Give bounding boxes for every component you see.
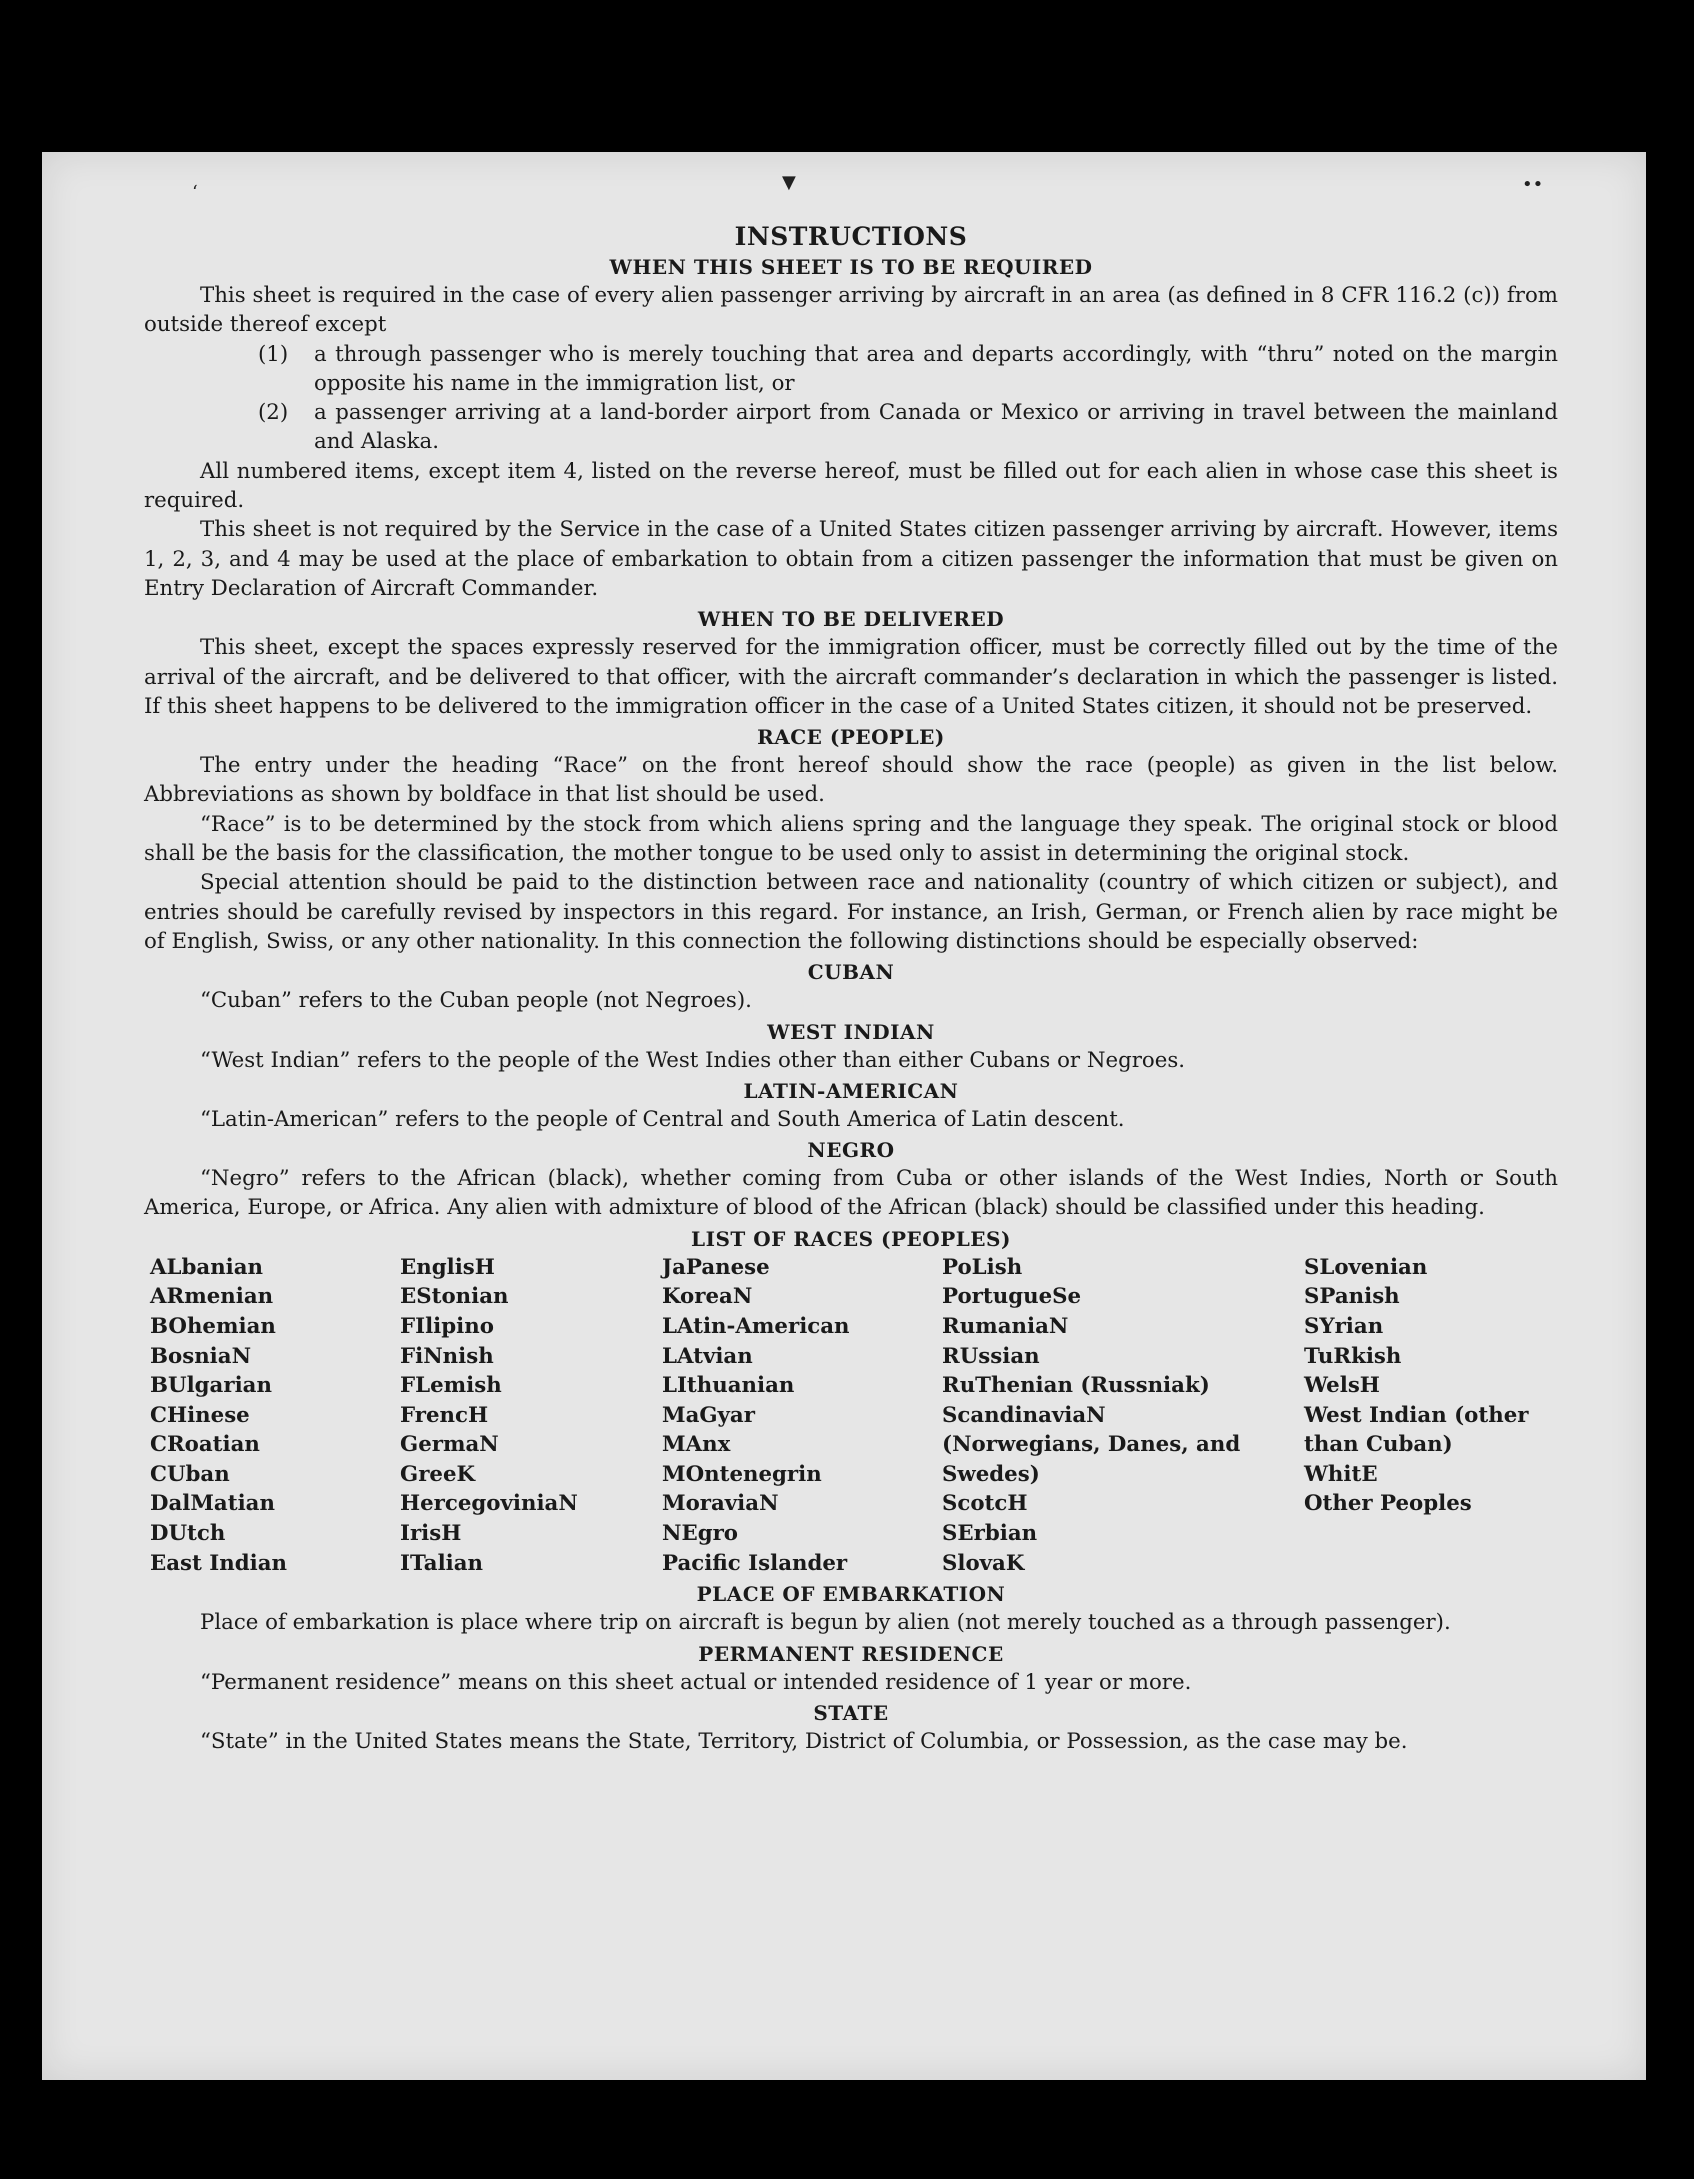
list-item: West Indian (other than Cuban) xyxy=(1304,1402,1529,1458)
list-item: ARmenian xyxy=(150,1284,274,1310)
heading-when-delivered: WHEN TO BE DELIVERED xyxy=(697,607,1005,632)
list-item: SLovenian xyxy=(1304,1254,1428,1280)
paragraph: “Cuban” refers to the Cuban people (not Negroes). xyxy=(200,988,752,1014)
paragraph: Special attention should be paid to the distinction between race and nationality (country of which citizen or subject), and entries should be carefully revised by inspectors in this regard. For instance, an Irish, German, or French alien by race might be of English, Swiss, or any other nationality. In this connection the following distinctions should be especially observed: xyxy=(144,870,1558,954)
list-item: (2) a passenger arriving at a land-border airport from Canada or Mexico or arriving in travel between the mainland and Alaska. xyxy=(258,400,1558,455)
races-column xyxy=(942,1253,1304,1579)
list-item: ScotcH xyxy=(942,1491,1028,1517)
list-item: PoLish xyxy=(942,1254,1023,1280)
list-item: WelsH xyxy=(1304,1373,1380,1399)
paragraph: “Negro” refers to the African (black), whether coming from Cuba or other islands of the West Indies, North or South America, Europe, or Africa. Any alien with admixture of blood of the African (black) should be classified under this heading. xyxy=(144,1166,1558,1221)
races-group xyxy=(1304,1460,1566,1519)
list-item: SlovaK xyxy=(942,1550,1025,1576)
list-item: ScandinaviaN (Norwegians, Danes, and Swedes) xyxy=(942,1402,1241,1487)
list-item: FIlipino xyxy=(400,1313,494,1339)
heading-negro: NEGRO xyxy=(807,1138,895,1163)
list-item: HercegoviniaN xyxy=(400,1491,578,1517)
paragraph: “West Indian” refers to the people of the West Indies other than either Cubans or Negroes. xyxy=(200,1047,1186,1073)
heading-race: RACE (PEOPLE) xyxy=(757,725,945,750)
races-group xyxy=(1304,1253,1566,1401)
list-item: MOntenegrin xyxy=(662,1461,822,1487)
races-column xyxy=(662,1253,942,1579)
list-item: CUban xyxy=(150,1461,230,1487)
races-column xyxy=(1304,1253,1566,1579)
heading-place-of-embarkation: PLACE OF EMBARKATION xyxy=(696,1582,1006,1607)
list-item: BUlgarian xyxy=(150,1373,272,1399)
heading-when-required: WHEN THIS SHEET IS TO BE REQUIRED xyxy=(609,255,1093,279)
list-item: SErbian xyxy=(942,1521,1038,1547)
paragraph: “Permanent residence” means on this sheet actual or intended residence of 1 year or more. xyxy=(200,1669,1192,1695)
list-item: (1) a through passenger who is merely touching that area and departs accordingly, with “thru” noted on the margin opposite his name in the immigration list, or xyxy=(258,341,1558,396)
list-item: RumaniaN xyxy=(942,1313,1069,1339)
list-item: GermaN xyxy=(400,1432,499,1458)
list-item: MoraviaN xyxy=(662,1491,779,1517)
list-item: RUssian xyxy=(942,1343,1040,1369)
list-item: ALbanian xyxy=(150,1254,264,1280)
paragraph: This sheet is required in the case of every alien passenger arriving by aircraft in an area (as defined in 8 CFR 116.2 (c)) from outside thereof except xyxy=(144,283,1558,338)
list-item: CHinese xyxy=(150,1402,250,1428)
paragraph: “Latin-American” refers to the people of Central and South America of Latin descent. xyxy=(200,1106,1125,1132)
races-list xyxy=(150,1253,1558,1579)
list-item: LAtin-American xyxy=(662,1313,850,1339)
heading-state: STATE xyxy=(813,1700,889,1725)
paragraph: “State” in the United States means the State, Territory, District of Columbia, or Possession, as the case may be. xyxy=(200,1728,1408,1754)
heading-west-indian: WEST INDIAN xyxy=(767,1019,935,1044)
paragraph: The entry under the heading “Race” on the front hereof should show the race (people) as given in the list below. Abbreviations as shown by boldface in that list should be used. xyxy=(144,753,1558,808)
paragraph: Place of embarkation is place where trip on aircraft is begun by alien (not merely touched as a through passenger). xyxy=(200,1610,1451,1636)
scan-mark: ▼ xyxy=(782,172,796,193)
list-item: SYrian xyxy=(1304,1313,1384,1339)
heading-latin-american: LATIN-AMERICAN xyxy=(743,1078,959,1103)
list-item: BOhemian xyxy=(150,1313,276,1339)
paragraph: This sheet is not required by the Service in the case of a United States citizen passenger arriving by aircraft. However, items 1, 2, 3, and 4 may be used at the place of embarkation to obtain from a citizen passenger the information that must be given on Entry Declaration of Aircraft Commander. xyxy=(144,517,1558,601)
list-item: ITalian xyxy=(400,1550,484,1576)
list-item: TuRkish xyxy=(1304,1343,1402,1369)
list-item: KoreaN xyxy=(662,1284,753,1310)
list-item: BosniaN xyxy=(150,1343,252,1369)
races-group xyxy=(942,1253,1304,1401)
list-item: FLemish xyxy=(400,1373,502,1399)
list-item: JaPanese xyxy=(662,1254,770,1280)
list-item: DUtch xyxy=(150,1521,226,1547)
list-item: MaGyar xyxy=(662,1402,755,1428)
heading-cuban: CUBAN xyxy=(807,960,895,985)
list-item: MAnx xyxy=(662,1432,731,1458)
page-title: INSTRUCTIONS xyxy=(734,222,968,251)
list-item: East Indian xyxy=(150,1550,287,1576)
document-sheet xyxy=(42,152,1646,2080)
paragraph: This sheet, except the spaces expressly reserved for the immigration officer, must be correctly filled out by the time of the arrival of the aircraft, and be delivered to that officer, with the aircraft commander’s declaration in which the passenger is listed. If this sheet happens to be delivered to the immigration officer in the case of a United States citizen, it should not be preserved. xyxy=(144,635,1558,719)
scan-mark: ‘ xyxy=(192,182,198,203)
paragraph: “Race” is to be determined by the stock from which aliens spring and the language they speak. The original stock or blood shall be the basis for the classification, the mother tongue to be used only to assist in determining the original stock. xyxy=(144,811,1558,867)
heading-permanent-residence: PERMANENT RESIDENCE xyxy=(698,1641,1004,1666)
list-item: FrencH xyxy=(400,1402,489,1428)
list-item: GreeK xyxy=(400,1461,476,1487)
list-item: IrisH xyxy=(400,1521,462,1547)
list-item: WhitE xyxy=(1304,1461,1378,1487)
list-item: NEgro xyxy=(662,1521,739,1547)
races-group xyxy=(942,1489,1304,1578)
scan-mark: •• xyxy=(1522,174,1544,195)
list-item: EnglisH xyxy=(400,1254,495,1280)
list-item: EStonian xyxy=(400,1284,509,1310)
races-column xyxy=(150,1253,400,1579)
list-item: SPanish xyxy=(1304,1284,1400,1310)
list-item: LAtvian xyxy=(662,1343,753,1369)
paragraph: All numbered items, except item 4, listed on the reverse hereof, must be filled out for each alien in whose case this sheet is required. xyxy=(144,458,1558,514)
list-item: PortugueSe xyxy=(942,1284,1082,1310)
list-item: FiNnish xyxy=(400,1343,494,1369)
list-item: RuThenian (Russniak) xyxy=(942,1373,1210,1399)
heading-list-of-races: LIST OF RACES (PEOPLES) xyxy=(691,1226,1011,1251)
list-item: Pacific Islander xyxy=(662,1550,848,1576)
list-item: Other Peoples xyxy=(1304,1491,1472,1517)
list-item: DalMatian xyxy=(150,1491,275,1517)
races-column xyxy=(400,1253,662,1579)
list-item: LIthuanian xyxy=(662,1373,795,1399)
list-item: CRoatian xyxy=(150,1432,260,1458)
